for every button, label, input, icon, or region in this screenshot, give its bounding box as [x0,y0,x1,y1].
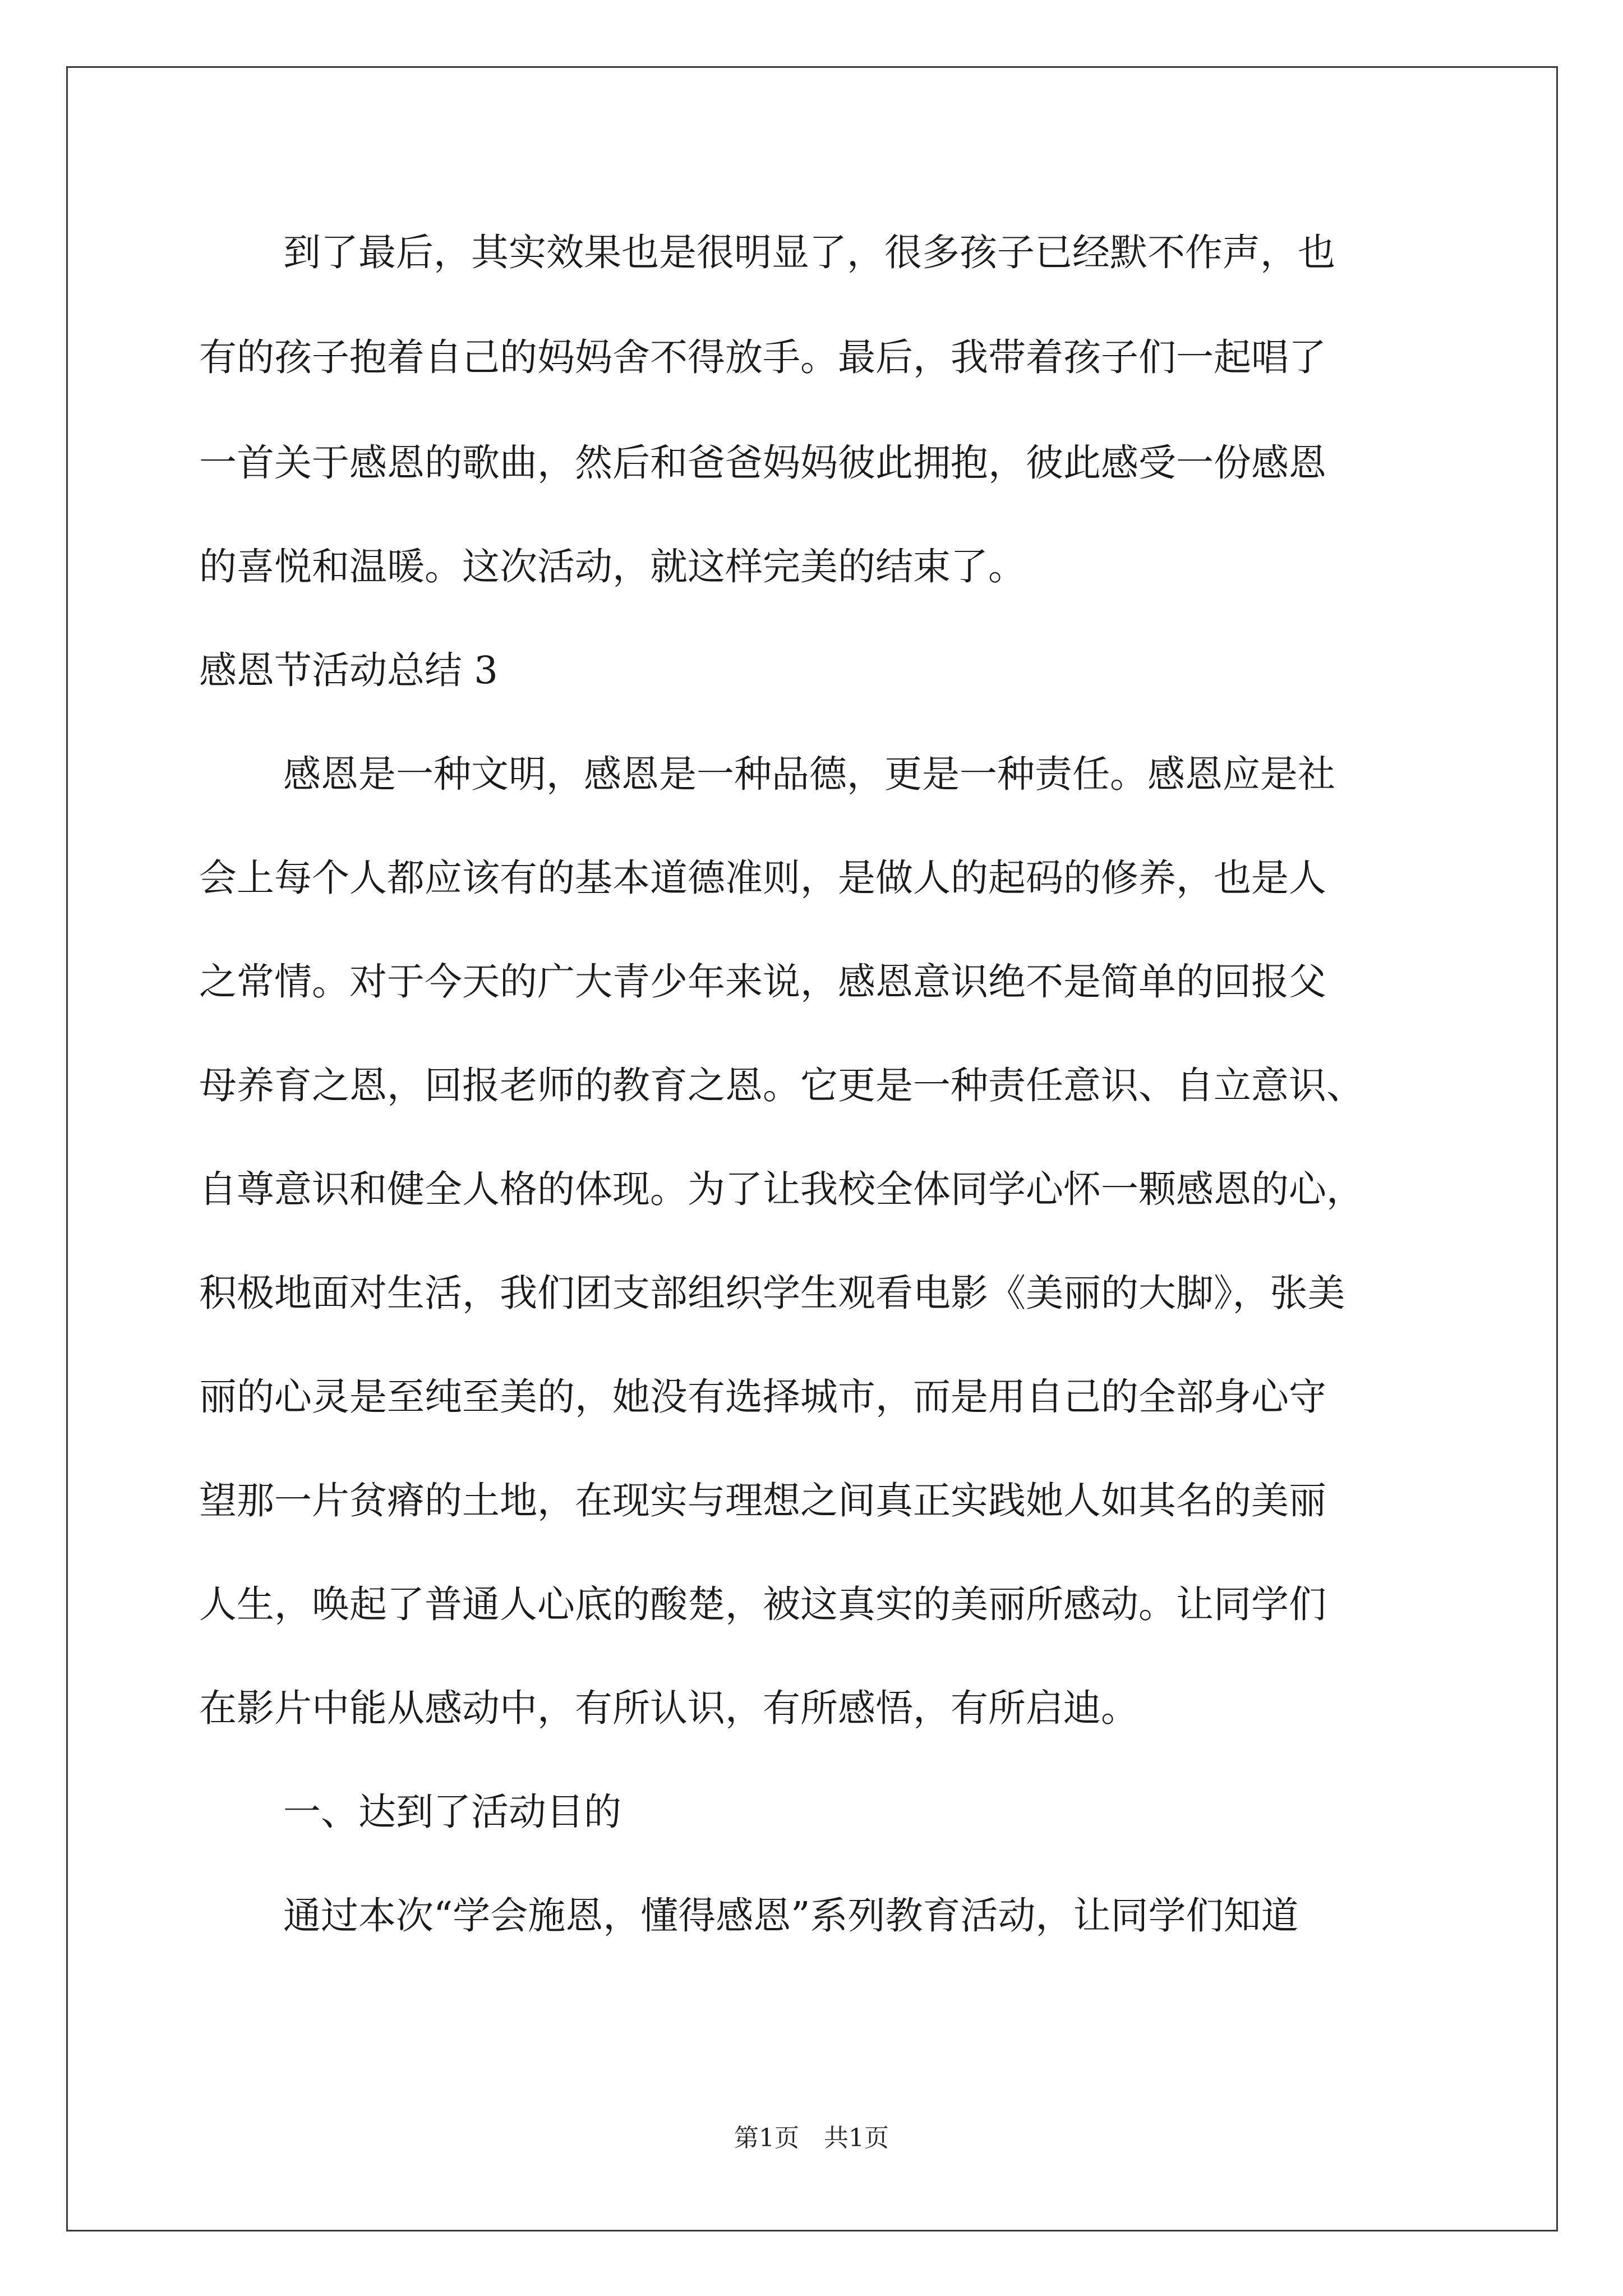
text-line: 通过本次“学会施恩，懂得感恩”系列教育活动，让同学们知道 [283,1894,1299,1938]
text-line: 感恩是一种文明，感恩是一种品德，更是一种责任。感恩应是社 [283,752,1335,796]
text-line: 望那一片贫瘠的土地，在现实与理想之间真正实践她人如其名的美丽 [199,1479,1326,1522]
text-line: 人生，唤起了普通人心底的酸楚，被这真实的美丽所感动。让同学们 [199,1582,1326,1626]
section-heading: 感恩节活动总结 3 [199,648,498,692]
text-line: 自尊意识和健全人格的体现。为了让我校全体同学心怀一颗感恩的心， [199,1167,1364,1211]
page-footer: 第1页 共1页 [734,2124,889,2152]
subheading: 一、达到了活动目的 [283,1790,621,1834]
text-line: 之常情。对于今天的广大青少年来说，感恩意识绝不是简单的回报父 [199,960,1326,1004]
text-line: 积极地面对生活，我们团支部组织学生观看电影《美丽的大脚》，张美 [199,1271,1345,1315]
text-line: 有的孩子抱着自己的妈妈舍不得放手。最后，我带着孩子们一起唱了 [199,335,1326,379]
text-line: 到了最后，其实效果也是很明显了，很多孩子已经默不作声，也 [283,231,1335,274]
text-line: 母养育之恩，回报老师的教育之恩。它更是一种责任意识、自立意识、 [199,1064,1364,1107]
text-line: 一首关于感恩的歌曲，然后和爸爸妈妈彼此拥抱，彼此感受一份感恩 [199,441,1326,485]
text-line: 会上每个人都应该有的基本道德准则，是做人的起码的修养，也是人 [199,856,1326,900]
text-line: 丽的心灵是至纯至美的，她没有选择城市，而是用自己的全部身心守 [199,1375,1326,1419]
text-line: 的喜悦和温暖。这次活动，就这样完美的结束了。 [199,545,1026,588]
text-line: 在影片中能从感动中，有所认识，有所感悟，有所启迪。 [199,1686,1138,1730]
